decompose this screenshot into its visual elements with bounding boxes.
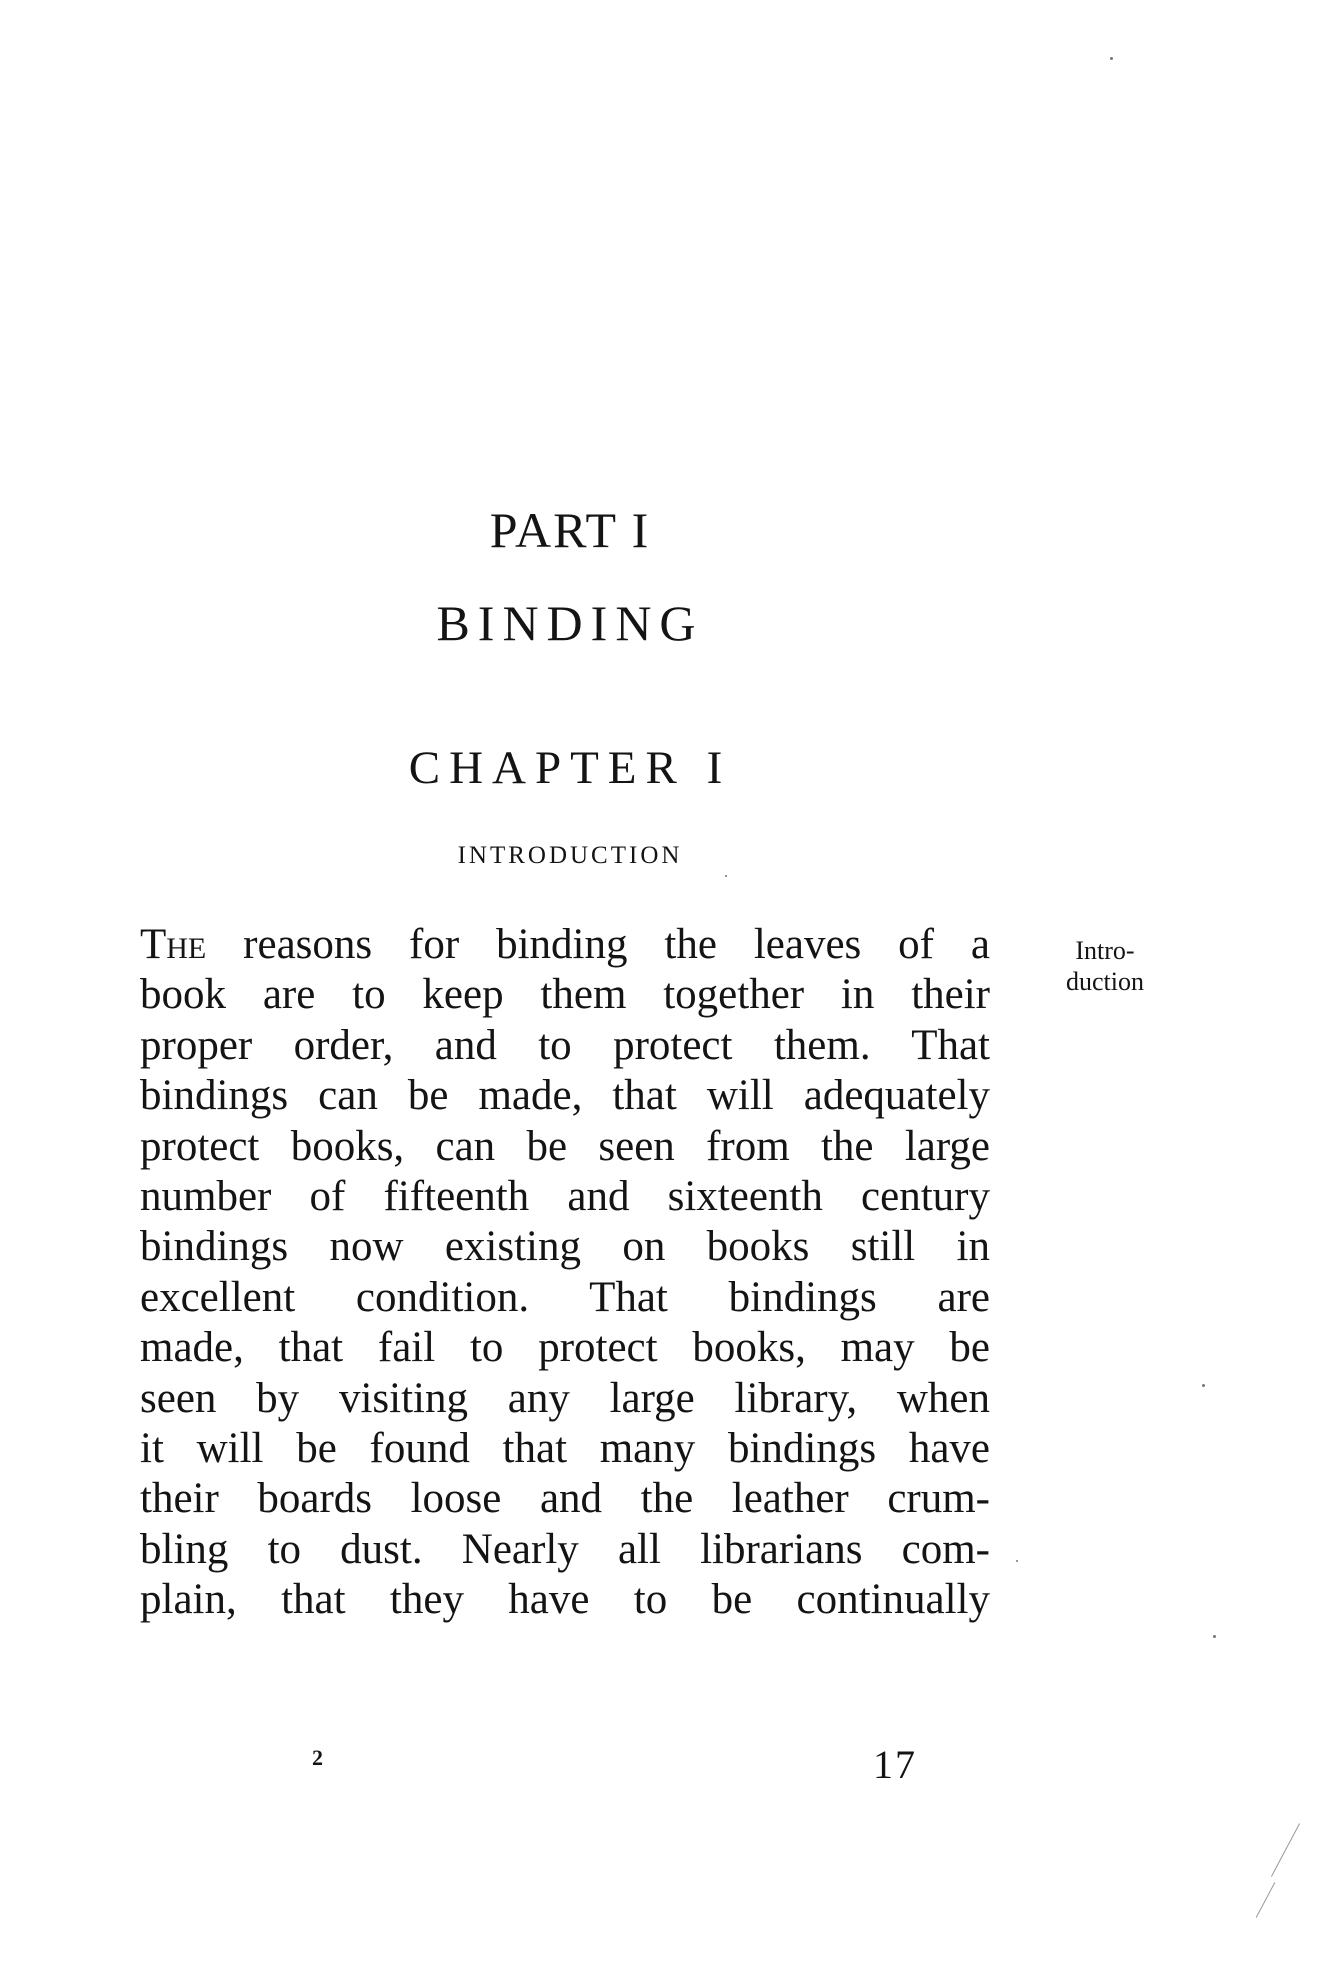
scan-speck xyxy=(1016,1560,1018,1562)
body-line: bling to dust. Nearly all librarians com- xyxy=(140,1525,990,1573)
body-paragraph xyxy=(140,920,990,1625)
body-line: number of fifteenth and sixteenth century xyxy=(140,1172,990,1220)
body-line: plain, that they have to be continually xyxy=(140,1576,990,1624)
margin-note xyxy=(1040,935,1170,997)
page-number: 17 xyxy=(873,1742,917,1787)
scan-speck xyxy=(1110,57,1113,60)
scan-scratch xyxy=(1271,1823,1300,1876)
body-line: it will be found that many bindings have xyxy=(140,1424,990,1472)
body-line: seen by visiting any large library, when xyxy=(140,1374,990,1422)
opening-word: The xyxy=(140,921,207,968)
body-line: protect books, can be seen from the large xyxy=(140,1122,990,1170)
part-title: BINDING xyxy=(436,595,704,651)
scan-speck xyxy=(725,875,727,877)
body-line-text: reasons for binding the leaves of a xyxy=(206,921,990,968)
scan-speck xyxy=(1213,1635,1216,1638)
body-line: their boards loose and the leather crum- xyxy=(140,1475,990,1523)
chapter-label: CHAPTER I xyxy=(408,742,732,794)
body-line: excellent condition. That bindings are xyxy=(140,1273,990,1321)
body-line: made, that fail to protect books, may be xyxy=(140,1324,990,1372)
body-line: bindings can be made, that will adequately xyxy=(140,1072,990,1120)
part-label: PART I xyxy=(489,502,651,558)
body-line xyxy=(140,920,990,970)
body-line: bindings now existing on books still in xyxy=(140,1223,990,1271)
scan-speck xyxy=(1202,1384,1205,1387)
margin-note-line: Intro- xyxy=(1075,936,1135,965)
body-line: book are to keep them together in their xyxy=(140,971,990,1019)
scan-scratch xyxy=(1256,1882,1276,1918)
chapter-subtitle: INTRODUCTION xyxy=(457,842,683,869)
signature-mark: 2 xyxy=(312,1745,323,1770)
body-line: proper order, and to protect them. That xyxy=(140,1021,990,1069)
margin-note-line: duction xyxy=(1066,967,1144,996)
